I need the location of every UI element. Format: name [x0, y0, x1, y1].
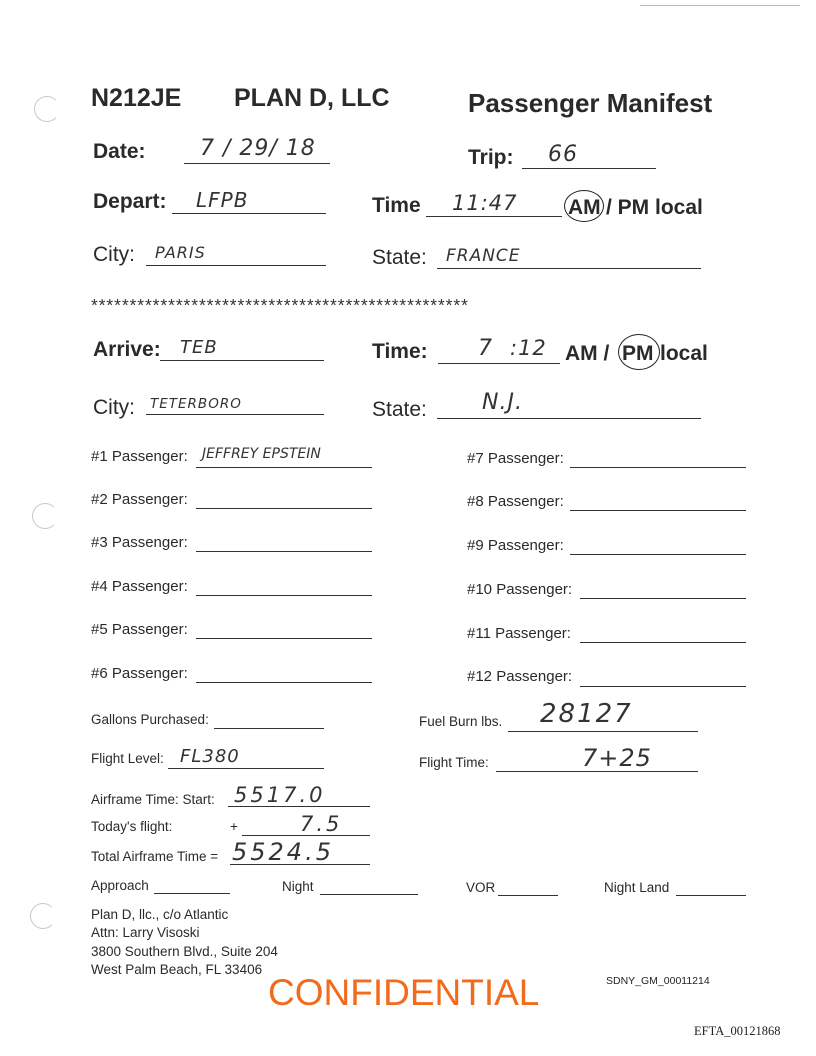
passenger-5-line — [196, 638, 372, 639]
arrive-line — [160, 360, 324, 361]
hole-punch-top — [34, 96, 60, 122]
trip-line — [522, 168, 656, 169]
tail-number: N212JE — [91, 84, 182, 112]
arrive-city-line — [146, 414, 324, 415]
approach-line — [154, 893, 230, 894]
passenger-10-line — [580, 598, 746, 599]
depart-am: AM — [568, 196, 601, 219]
address-line-1: Plan D, llc., c/o Atlantic — [91, 907, 229, 922]
passenger-7-label: #7 Passenger: — [467, 450, 564, 467]
fuel-burn-value: 28127 — [540, 699, 633, 729]
arrive-time-line — [438, 363, 560, 364]
flight-time-value: 7+25 — [582, 744, 652, 772]
arrive-pm: PM — [622, 342, 654, 365]
depart-line — [172, 213, 326, 214]
passenger-12-label: #12 Passenger: — [467, 668, 573, 685]
company-name: PLAN D, LLC — [234, 84, 390, 112]
total-airframe-value: 5524.5 — [232, 838, 334, 866]
depart-city-line — [146, 265, 326, 266]
passenger-11-line — [580, 642, 746, 643]
date-line — [184, 163, 330, 164]
hole-punch-bottom — [30, 903, 56, 929]
passenger-3-label: #3 Passenger: — [91, 534, 188, 551]
passenger-12-line — [580, 686, 746, 687]
arrive-value: TEB — [180, 337, 218, 358]
passenger-2-label: #2 Passenger: — [91, 491, 188, 508]
arrive-label: Arrive: — [93, 338, 161, 361]
depart-city-value: PARIS — [155, 243, 206, 262]
todays-flight-plus: + — [230, 819, 238, 834]
arrive-am: AM / — [565, 342, 610, 365]
vor-line — [498, 895, 558, 896]
date-label: Date: — [93, 140, 146, 163]
fuel-burn-label: Fuel Burn lbs. — [419, 714, 503, 729]
arrive-time-minute: :12 — [510, 336, 547, 360]
arrive-state-label: State: — [372, 398, 427, 421]
trip-label: Trip: — [468, 146, 514, 169]
night-land-line — [676, 895, 746, 896]
asterisk-separator: ************************************************* — [91, 295, 469, 315]
efta-number: EFTA_00121868 — [694, 1024, 781, 1038]
passenger-4-label: #4 Passenger: — [91, 578, 188, 595]
passenger-7-line — [570, 467, 746, 468]
arrive-time-label: Time: — [372, 340, 428, 363]
passenger-6-line — [196, 682, 372, 683]
depart-state-label: State: — [372, 246, 427, 269]
approach-label: Approach — [91, 878, 149, 893]
address-line-2: Attn: Larry Visoski — [91, 925, 200, 940]
flight-level-line — [168, 768, 324, 769]
vor-label: VOR — [466, 880, 496, 895]
arrive-city-label: City: — [93, 396, 135, 419]
fuel-burn-line — [508, 731, 698, 732]
passenger-4-line — [196, 595, 372, 596]
passenger-9-label: #9 Passenger: — [467, 537, 564, 554]
depart-state-value: FRANCE — [446, 246, 521, 266]
passenger-6-label: #6 Passenger: — [91, 665, 188, 682]
depart-value: LFPB — [196, 188, 249, 212]
arrive-state-line — [437, 418, 701, 419]
passenger-8-line — [570, 510, 746, 511]
passenger-9-line — [570, 554, 746, 555]
airframe-start-value: 5517.0 — [234, 783, 326, 807]
passenger-11-label: #11 Passenger: — [467, 625, 571, 642]
passenger-5-label: #5 Passenger: — [91, 621, 188, 638]
date-value: 7 / 29/ 18 — [200, 136, 316, 161]
flight-time-label: Flight Time: — [419, 755, 489, 770]
flight-level-value: FL380 — [180, 746, 240, 767]
gallons-purchased-label: Gallons Purchased: — [91, 712, 209, 727]
passenger-10-label: #10 Passenger: — [467, 581, 573, 598]
passenger-2-line — [196, 508, 372, 509]
total-airframe-label: Total Airframe Time = — [91, 849, 219, 864]
passenger-8-label: #8 Passenger: — [467, 493, 564, 510]
night-line — [320, 894, 418, 895]
arrive-time-hour: 7 — [478, 336, 493, 361]
depart-time-line — [426, 216, 562, 217]
bates-number: SDNY_GM_00011214 — [606, 975, 710, 987]
depart-time-label: Time — [372, 194, 421, 217]
night-label: Night — [282, 879, 314, 894]
passenger-1-label: #1 Passenger: — [91, 448, 188, 465]
depart-label: Depart: — [93, 190, 167, 213]
address-line-3: 3800 Southern Blvd., Suite 204 — [91, 944, 278, 959]
top-edge-line — [640, 5, 800, 6]
page-title: Passenger Manifest — [468, 88, 713, 118]
arrive-local: local — [660, 342, 708, 365]
passenger-3-line — [196, 551, 372, 552]
arrive-city-value: TETERBORO — [150, 396, 242, 412]
depart-time-value: 11:47 — [452, 191, 518, 215]
arrive-state-value: N.J. — [482, 390, 523, 415]
night-land-label: Night Land — [604, 880, 670, 895]
todays-flight-label: Today's flight: — [91, 819, 173, 834]
todays-flight-value: 7.5 — [300, 812, 343, 836]
passenger-1-value: JEFFREY EPSTEIN — [202, 446, 321, 462]
depart-city-label: City: — [93, 243, 135, 266]
gallons-purchased-line — [214, 728, 324, 729]
hole-punch-middle — [32, 503, 58, 529]
flight-level-label: Flight Level: — [91, 751, 164, 766]
airframe-start-label: Airframe Time: Start: — [91, 792, 215, 807]
depart-state-line — [437, 268, 701, 269]
depart-pm-local: / PM local — [606, 196, 703, 219]
trip-value: 66 — [548, 142, 578, 167]
confidential-stamp: CONFIDENTIAL — [268, 972, 540, 1013]
address-line-4: West Palm Beach, FL 33406 — [91, 962, 263, 977]
passenger-1-line — [196, 467, 372, 468]
